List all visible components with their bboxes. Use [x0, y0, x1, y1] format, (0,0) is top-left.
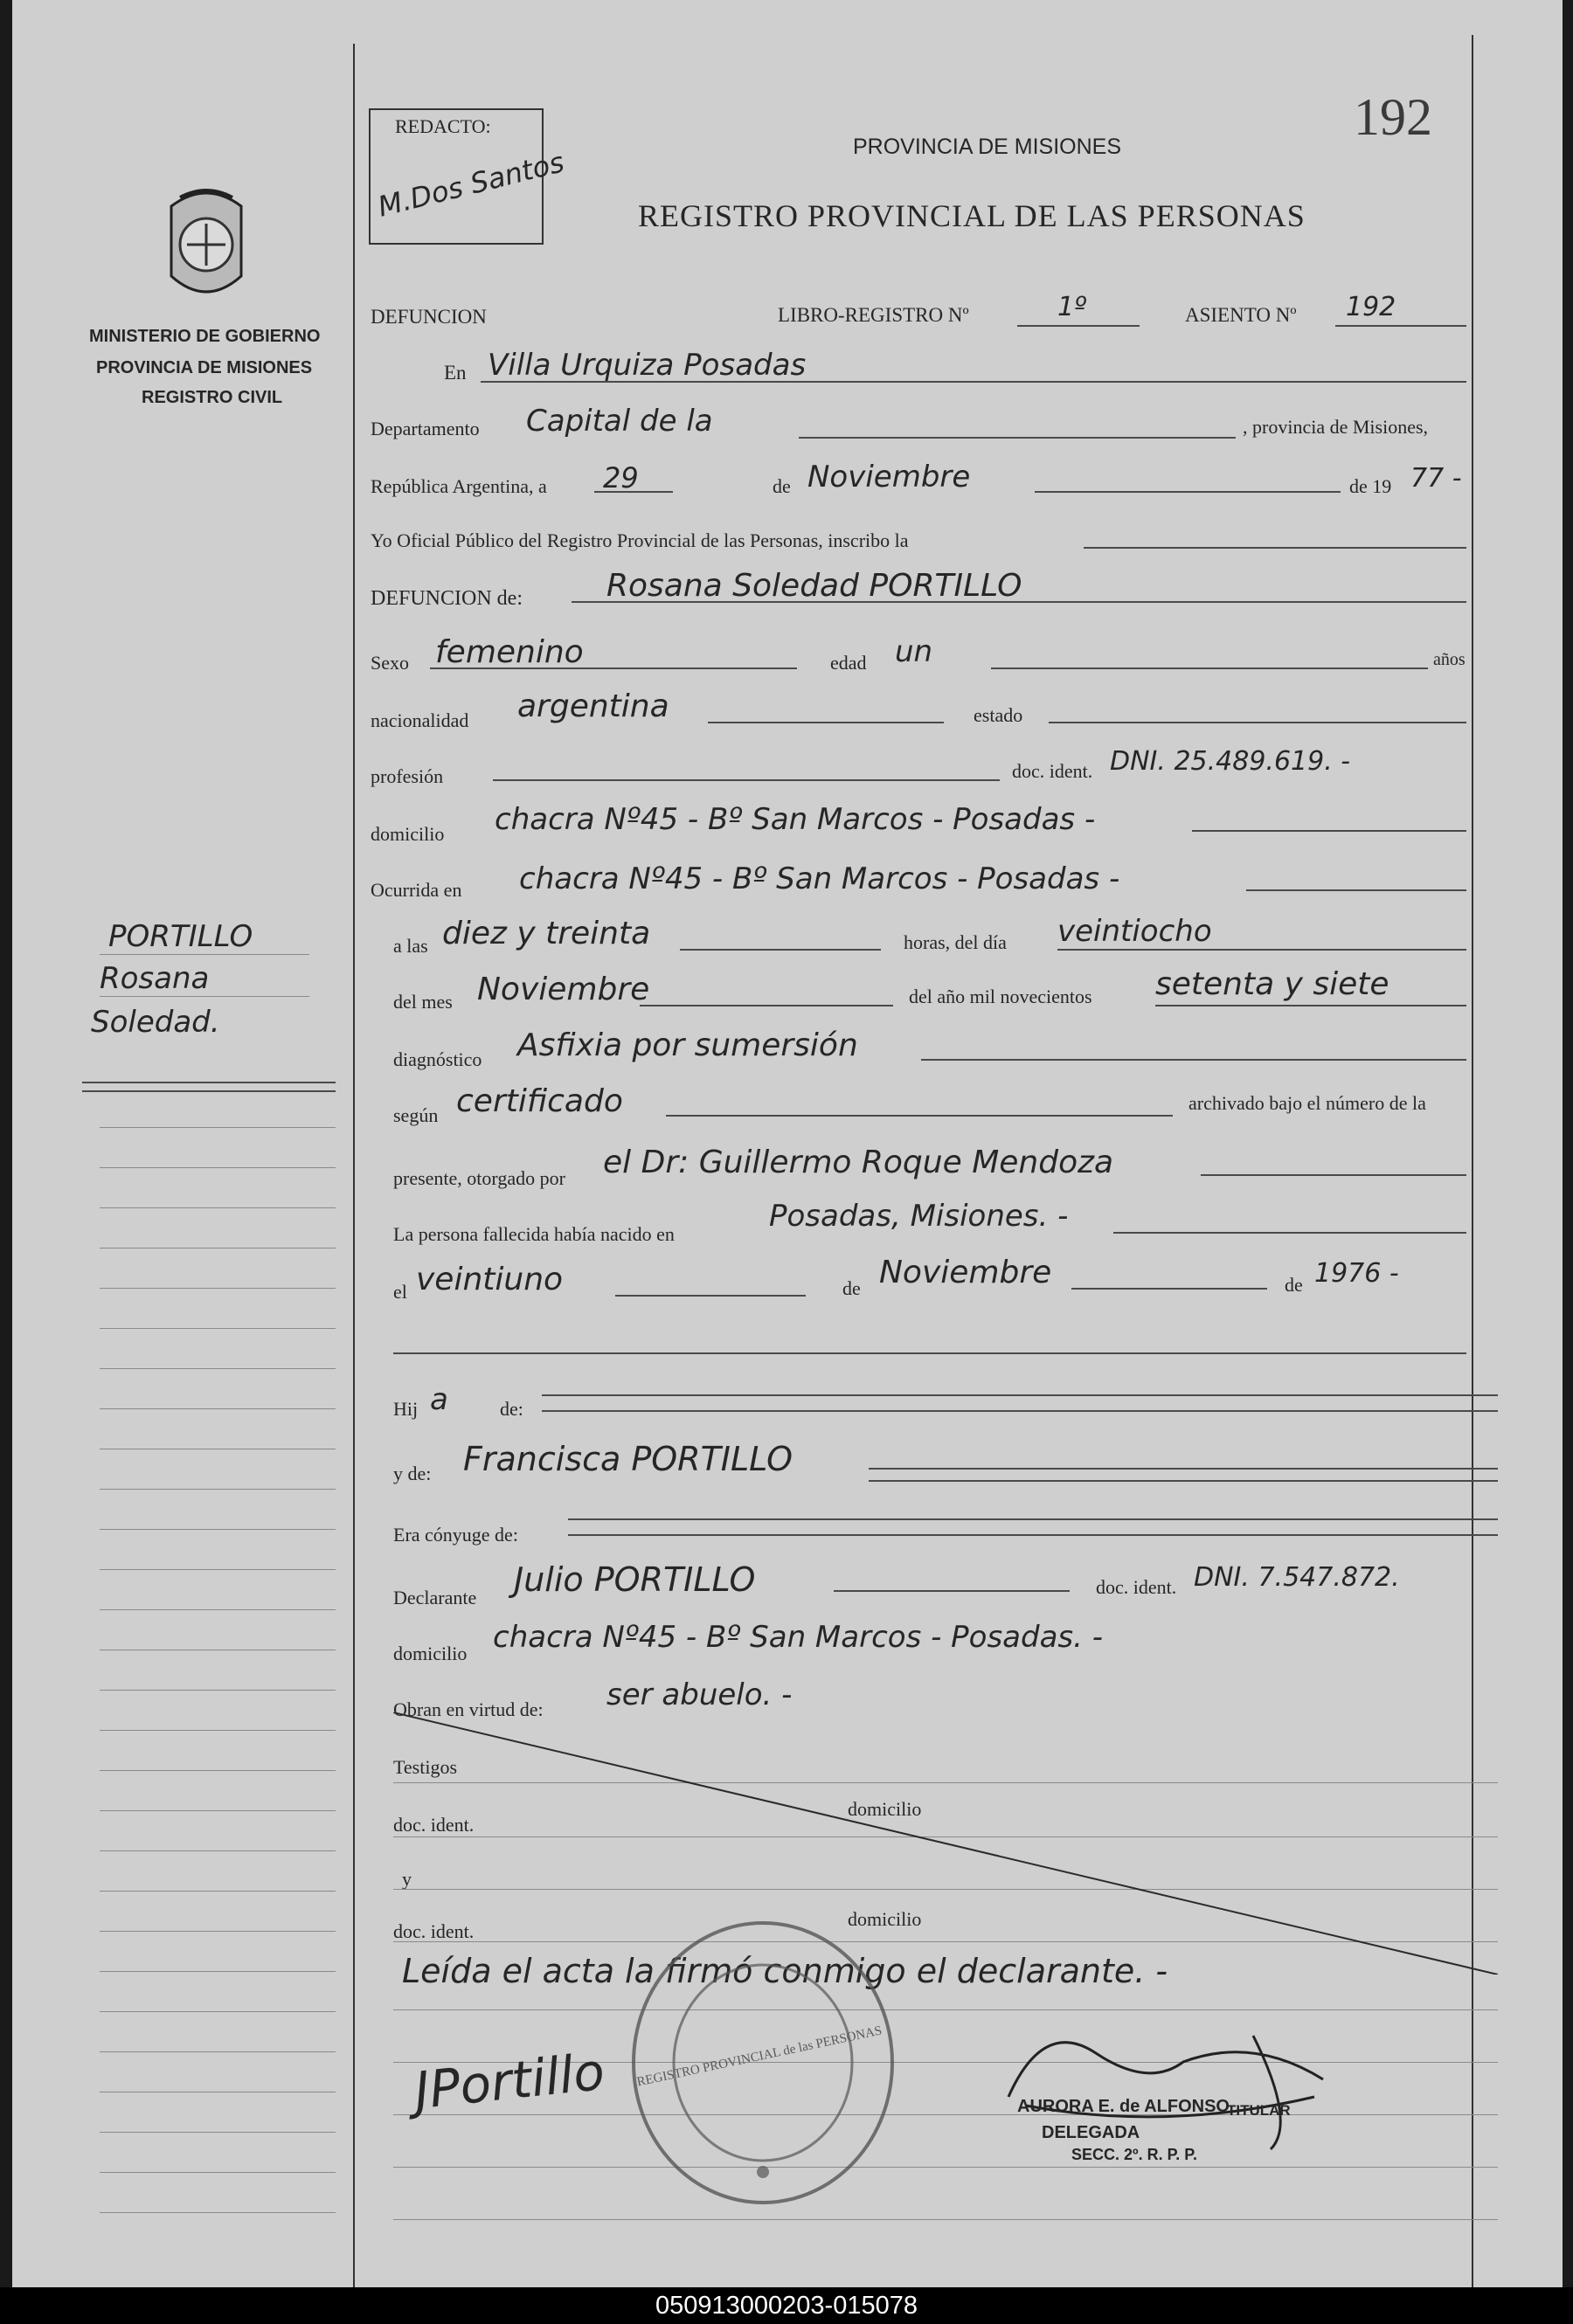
nac-anio-value: 1976 -: [1314, 1258, 1399, 1289]
fill-line: [834, 1590, 1070, 1592]
margin-line: [100, 1569, 336, 1570]
margin-line: [100, 1529, 336, 1530]
province-heading: PROVINCIA DE MISIONES: [853, 135, 1122, 159]
declarante-label: Declarante: [393, 1587, 477, 1608]
asiento-value: 192: [1346, 292, 1396, 322]
fill-line: [1155, 1005, 1466, 1006]
margin-line: [100, 1328, 336, 1329]
margin-line: [100, 1730, 336, 1731]
footer-code: 050913000203-015078: [0, 2287, 1573, 2324]
defuncion-de-value: Rosana Soledad PORTILLO: [606, 568, 1022, 604]
doc-ident-label: doc. ident.: [1012, 760, 1093, 782]
margin-surname: PORTILLO: [108, 919, 253, 954]
anio-text-value: setenta y siete: [1155, 966, 1389, 1002]
presente-label: presente, otorgado por: [393, 1167, 565, 1189]
fill-line: [568, 1518, 1498, 1520]
fill-line: [615, 1295, 806, 1297]
fill-line: [680, 949, 881, 951]
testigo-y-label: y: [402, 1868, 412, 1890]
testigo2-doc-label: doc. ident.: [393, 1920, 475, 1942]
fill-line: [991, 667, 1428, 669]
signature-left: JPortillo: [412, 2041, 607, 2121]
ministry-text: MINISTERIO DE GOBIERNO: [89, 327, 321, 346]
coat-of-arms-icon: [154, 180, 259, 308]
el-label: el: [393, 1281, 407, 1303]
decl-domicilio-label: domicilio: [393, 1643, 468, 1664]
ocurrida-value: chacra Nº45 - Bº San Marcos - Posadas -: [519, 861, 1120, 896]
presente-value: el Dr: Guillermo Roque Mendoza: [603, 1145, 1114, 1180]
fill-line: [1057, 949, 1466, 951]
margin-line: [100, 2132, 336, 2133]
y-de-value: Francisca PORTILLO: [463, 1440, 793, 1478]
fill-line: [869, 1480, 1498, 1482]
nacido-value: Posadas, Misiones. -: [769, 1199, 1069, 1234]
dia-text-value: veintiocho: [1057, 914, 1212, 949]
margin-second-name: Soledad.: [91, 1005, 220, 1040]
libro-value: 1º: [1057, 292, 1087, 322]
testigo1-doc-label: doc. ident.: [393, 1814, 475, 1836]
leida-text: Leída el acta la firmó conmigo el declarante. -: [402, 1952, 1168, 1990]
province-text: PROVINCIA DE MISIONES: [96, 358, 313, 377]
fill-line: [666, 1115, 1173, 1117]
fill-line: [393, 1352, 1466, 1354]
del-mes-label: del mes: [393, 991, 453, 1013]
obran-value: ser abuelo. -: [606, 1677, 793, 1712]
nacido-label: La persona fallecida había nacido en: [393, 1223, 675, 1245]
republica-label: República Argentina, a: [371, 475, 547, 497]
fill-line: [572, 601, 1466, 603]
decl-doc-value: DNI. 7.547.872.: [1194, 1562, 1400, 1593]
mes-value: Noviembre: [807, 460, 971, 495]
de-nac-label: de: [842, 1277, 861, 1299]
diagnostico-value: Asfixia por sumersión: [517, 1027, 858, 1063]
decl-domicilio-value: chacra Nº45 - Bº San Marcos - Posadas. -: [493, 1620, 1104, 1655]
defuncion-heading: DEFUNCION: [371, 306, 487, 328]
fill-line: [708, 722, 944, 723]
sexo-label: Sexo: [371, 652, 409, 674]
provincia-suffix: , provincia de Misiones,: [1243, 416, 1429, 438]
fill-line: [568, 1534, 1498, 1536]
margin-line: [100, 1167, 336, 1168]
nacionalidad-label: nacionalidad: [371, 709, 469, 731]
diagonal-strike-line: [393, 1712, 1498, 1975]
stamp-line1: AURORA E. de ALFONSO: [1017, 2097, 1230, 2116]
margin-line: [100, 2212, 336, 2213]
estado-label: estado: [974, 704, 1023, 726]
stamp-line1b: TITULAR: [1227, 2102, 1291, 2119]
oficial-text: Yo Oficial Público del Registro Provincial de las Personas, inscribo la: [371, 529, 909, 551]
civil-registry-text: REGISTRO CIVIL: [142, 388, 283, 407]
segun-label: según: [393, 1104, 439, 1126]
fill-line: [1035, 491, 1341, 493]
nacionalidad-value: argentina: [517, 688, 669, 724]
fill-line: [799, 437, 1236, 439]
y-de-label: y de:: [393, 1463, 432, 1484]
departamento-label: Departamento: [371, 418, 480, 439]
fill-line: [1113, 1232, 1466, 1234]
fill-line: [481, 381, 1466, 383]
fill-line: [1192, 830, 1466, 832]
sexo-value: femenino: [435, 634, 584, 670]
fill-line: [393, 2219, 1498, 2220]
fill-line: [1017, 325, 1140, 327]
profesion-label: profesión: [371, 765, 444, 787]
anio-value: 77 -: [1410, 463, 1462, 494]
anio-label: del año mil novecientos: [909, 986, 1092, 1007]
fill-line: [493, 779, 1000, 781]
redacto-box: [369, 108, 568, 245]
obran-label: Obran en virtud de:: [393, 1698, 544, 1720]
margin-line: [100, 1127, 336, 1128]
a-las-label: a las: [393, 935, 428, 957]
anos-label: años: [1433, 650, 1466, 669]
redacto-signature: M.Dos Santos: [374, 145, 568, 224]
margin-line: [100, 1207, 336, 1208]
margin-line: [100, 2172, 336, 2173]
margin-line: [100, 1368, 336, 1369]
margin-line: [100, 1770, 336, 1771]
defuncion-de-label: DEFUNCION de:: [371, 587, 523, 610]
hij-label: Hij: [393, 1398, 419, 1420]
margin-line: [100, 1288, 336, 1289]
departamento-value: Capital de la: [526, 404, 713, 439]
de-label: de: [773, 475, 791, 497]
fill-line: [1071, 1288, 1267, 1290]
de-nac-anio-label: de: [1285, 1274, 1303, 1296]
registry-heading: REGISTRO PROVINCIAL DE LAS PERSONAS: [638, 198, 1306, 233]
doc-ident-value: DNI. 25.489.619. -: [1110, 746, 1351, 777]
edad-value: un: [895, 634, 933, 669]
fill-line: [640, 1005, 893, 1006]
dia-value: 29: [603, 461, 639, 495]
en-value: Villa Urquiza Posadas: [488, 348, 807, 383]
margin-line: [100, 1971, 336, 1972]
hij-de-label: de:: [500, 1398, 523, 1420]
domicilio-value: chacra Nº45 - Bº San Marcos - Posadas -: [495, 802, 1096, 837]
fill-line: [542, 1410, 1498, 1412]
registry-seal-icon: [629, 1919, 897, 2207]
fill-line: [1246, 889, 1466, 891]
horas-label: horas, del día: [904, 931, 1007, 953]
fill-line: [921, 1059, 1466, 1061]
margin-line: [100, 996, 309, 997]
hij-suffix: a: [430, 1382, 448, 1417]
page-number: 192: [1354, 88, 1432, 146]
fill-line: [430, 667, 797, 669]
en-label: En: [444, 362, 467, 384]
fill-line: [393, 2167, 1498, 2168]
testigo1-domicilio-label: domicilio: [848, 1798, 922, 1820]
decl-doc-label: doc. ident.: [1096, 1576, 1177, 1598]
left-frame-line: [353, 44, 355, 2287]
stamp-line3: SECC. 2º. R. P. P.: [1071, 2146, 1197, 2163]
a-las-value: diez y treinta: [442, 916, 651, 951]
margin-line: [100, 1891, 336, 1892]
seal-text: REGISTRO PROVINCIAL de las PERSONAS: [635, 2023, 884, 2090]
margin-line: [100, 1489, 336, 1490]
margin-line: [100, 1609, 336, 1610]
margin-line: [100, 2011, 336, 2012]
margin-double-line: [82, 1082, 336, 1083]
conyuge-label: Era cónyuge de:: [393, 1524, 518, 1546]
domicilio-label: domicilio: [371, 823, 445, 845]
stamp-line2: DELEGADA: [1042, 2123, 1140, 2142]
redacto-label: REDACTO:: [395, 115, 491, 137]
fill-line: [594, 491, 673, 493]
fill-line: [869, 1468, 1498, 1470]
diagnostico-label: diagnóstico: [393, 1048, 482, 1070]
ocurrida-label: Ocurrida en: [371, 879, 462, 901]
nac-mes-value: Noviembre: [879, 1255, 1052, 1290]
fill-line: [1084, 547, 1466, 549]
segun-value: certificado: [456, 1083, 623, 1119]
fill-line: [1335, 325, 1466, 327]
archivado-label: archivado bajo el número de la: [1188, 1092, 1426, 1114]
del-mes-value: Noviembre: [477, 972, 650, 1007]
testigos-label: Testigos: [393, 1756, 458, 1778]
de-anio-label: de 19: [1349, 475, 1392, 497]
margin-line: [100, 1690, 336, 1691]
edad-label: edad: [830, 652, 867, 674]
margin-double-line: [82, 1090, 336, 1092]
libro-label: LIBRO-REGISTRO Nº: [778, 304, 969, 326]
document-page: [12, 0, 1563, 2287]
fill-line: [1049, 722, 1466, 723]
margin-line: [100, 2051, 336, 2052]
margin-line: [100, 1850, 336, 1851]
margin-first-name: Rosana: [100, 961, 210, 996]
testigo2-domicilio-label: domicilio: [848, 1908, 922, 1930]
asiento-label: ASIENTO Nº: [1185, 304, 1297, 326]
fill-line: [1201, 1174, 1466, 1176]
margin-line: [100, 1408, 336, 1409]
margin-line: [100, 1931, 336, 1932]
margin-line: [100, 954, 309, 955]
el-value: veintiuno: [416, 1262, 564, 1297]
margin-line: [100, 1810, 336, 1811]
fill-line: [542, 1394, 1498, 1396]
declarante-value: Julio PORTILLO: [514, 1560, 756, 1599]
